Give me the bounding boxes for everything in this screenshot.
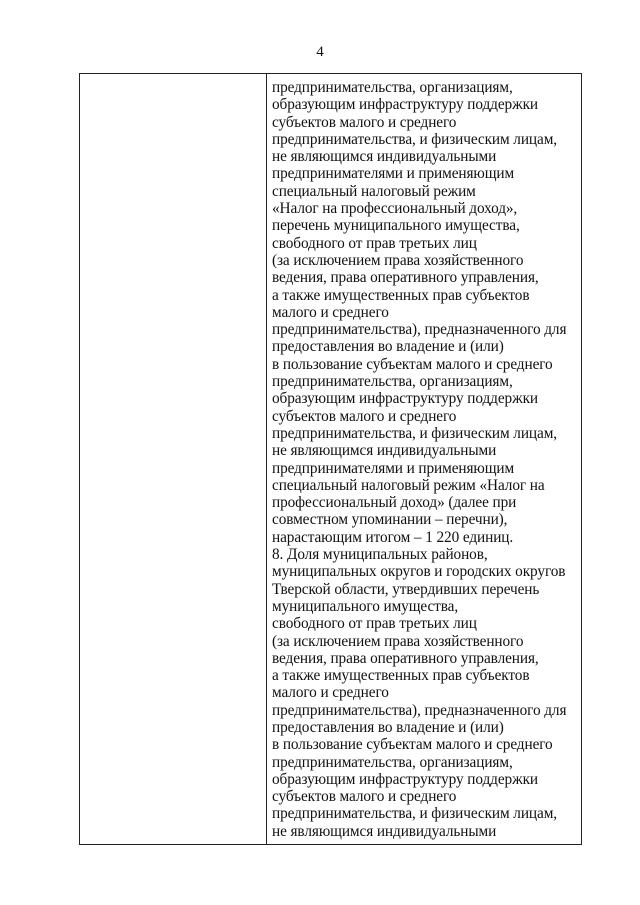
text-line: предпринимательства, и физическим лицам,	[272, 805, 557, 823]
text-line: совместном упоминании – перечни),	[272, 511, 508, 529]
text-line: предпринимательства, организациям,	[272, 753, 513, 771]
text-line: специальный налоговый режим	[272, 182, 476, 200]
text-line: не являющимся индивидуальными	[272, 442, 497, 460]
text-line: специальный налоговый режим «Налог на	[272, 476, 545, 494]
text-line: малого и среднего	[272, 684, 389, 702]
text-line: предоставления во владение и (или)	[272, 718, 504, 736]
text-line: предпринимательства, организациям,	[272, 373, 513, 391]
text-line: «Налог на профессиональный доход»,	[272, 200, 518, 218]
text-line: образующим инфраструктуру поддержки	[272, 770, 538, 788]
text-line: нарастающим итогом – 1 220 единиц.	[272, 528, 514, 546]
text-line: малого и среднего	[272, 303, 389, 321]
text-line: субъектов малого и среднего	[272, 407, 457, 425]
text-line: свободного от прав третьих лиц	[272, 615, 477, 633]
text-line: муниципальных округов и городских округов	[272, 563, 566, 581]
text-line: ведения, права оперативного управления,	[272, 649, 539, 667]
text-line: а также имущественных прав субъектов	[272, 667, 530, 685]
text-line: 8. Доля муниципальных районов,	[272, 546, 488, 564]
text-line: в пользование субъектам малого и среднего	[272, 736, 553, 754]
text-line: (за исключением права хозяйственного	[272, 251, 524, 269]
text-line: а также имущественных прав субъектов	[272, 286, 530, 304]
text-line: предоставления во владение и (или)	[272, 338, 504, 356]
text-line: не являющимся индивидуальными	[272, 822, 497, 840]
text-line: ведения, права оперативного управления,	[272, 269, 539, 287]
text-line: Тверской области, утвердивших перечень	[272, 580, 540, 598]
text-line: перечень муниципального имущества,	[272, 217, 520, 235]
table-right-cell	[272, 79, 582, 840]
document-table	[79, 73, 582, 845]
text-line: образующим инфраструктуру поддержки	[272, 96, 538, 114]
text-line: предпринимательства), предназначенного для	[272, 321, 567, 339]
text-line: предпринимательства, и физическим лицам,	[272, 130, 557, 148]
table-left-cell	[80, 74, 267, 844]
text-line: предпринимательства, и физическим лицам,	[272, 424, 557, 442]
text-line: не являющимся индивидуальными	[272, 148, 497, 166]
text-line: предпринимательства, организациям,	[272, 79, 513, 96]
page-number: 4	[316, 44, 324, 60]
text-line: предпринимателями и применяющим	[272, 459, 515, 477]
text-line: свободного от прав третьих лиц	[272, 234, 477, 252]
text-line: предпринимательства), предназначенного для	[272, 701, 567, 719]
text-line: образующим инфраструктуру поддержки	[272, 390, 538, 408]
text-line: субъектов малого и среднего	[272, 113, 457, 131]
text-line: субъектов малого и среднего	[272, 788, 457, 806]
text-line: профессиональный доход» (далее при	[272, 494, 517, 512]
text-line: предпринимателями и применяющим	[272, 165, 515, 183]
text-line: (за исключением права хозяйственного	[272, 632, 524, 650]
text-line: муниципального имущества,	[272, 597, 459, 615]
text-line: в пользование субъектам малого и среднего	[272, 355, 553, 373]
